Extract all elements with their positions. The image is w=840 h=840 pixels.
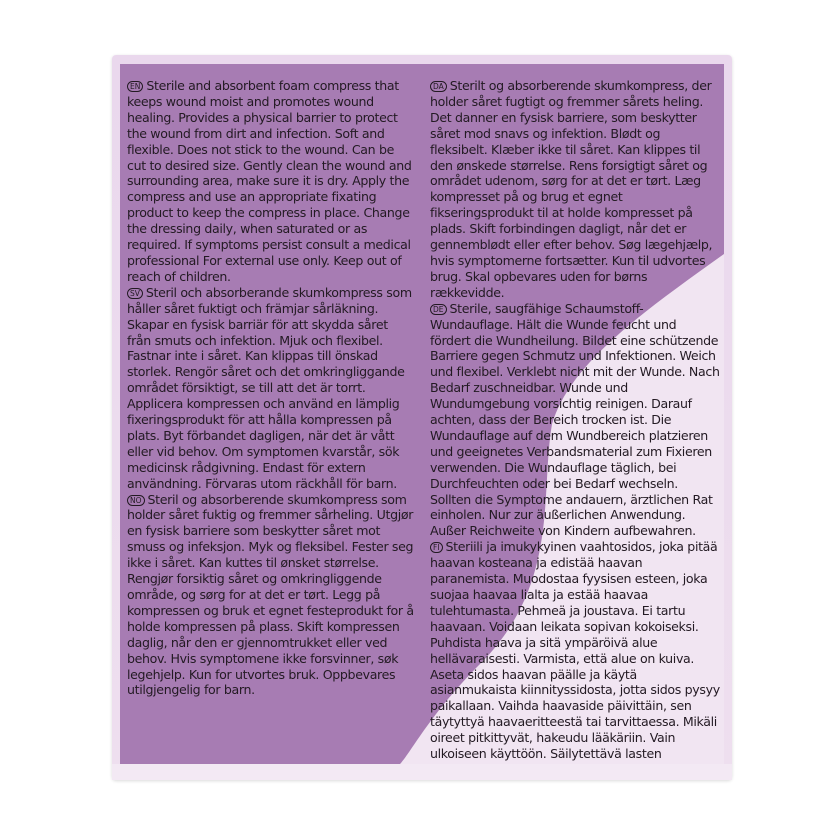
instructions-fi	[430, 539, 720, 778]
language-code-badge: FI	[430, 542, 443, 553]
box-bottom-edge	[112, 764, 732, 780]
instructions-text: Steril och absorberande skumkompress som håller såret fuktigt och främjar sårläkning. Skapar en fysisk barriär för att skydda såret från smuts och infektion. Mjuk och flexibel. Fastnar inte i såret. Kan klippas till önskad storlek. Rengör såret och det omkringliggande området försiktigt, se till att det är torrt. Applicera kompressen och använd en lämplig fixeringsprodukt för att hålla kompressen på plats. Byt förbandet dagligen, när det är vått eller vid behov. Om symptomen kvarstår, sök medicinsk rådgivning. Endast för extern användning. Förvaras utom räckhåll för barn.	[127, 284, 412, 491]
language-code-badge: SV	[127, 288, 143, 299]
language-code-badge: DA	[430, 81, 447, 92]
left-text-column	[127, 78, 415, 698]
instructions-text: Sterile, saugfähige Schaumstoff-Wundauflage. Hält die Wunde feucht und fördert die Wundheilung. Bildet eine schützende Barriere gegen Schmutz und Infektionen. Weich und flexibel. Verklebt nicht mit der Wunde. Nach Bedarf zuschneidbar. Wunde und Wundumgebung vorsichtig reinigen. Darauf achten, dass der Bereich trocken ist. Die Wundauflage auf dem Wundbereich platzieren und geeignetes Verbandsmaterial zum Fixieren verwenden. Die Wundauflage täglich, bei Durchfeuchten oder bei Bedarf wechseln. Sollten die Symptome andauern, ärztlichen Rat einholen. Nur zur äußerlichen Anwendung. Außer Reichweite von Kindern aufbewahren.	[430, 300, 720, 539]
instructions-panel	[120, 64, 724, 764]
right-text-column	[430, 78, 720, 778]
instructions-text: Sterile and absorbent foam compress that keeps wound moist and promotes wound healing. Provides a physical barrier to protect the wound from dirt and infection. Soft and flexible. Does not stick to the wound. Can be cut to desired size. Gently clean the wound and surrounding area, make sure it is dry. Apply the compress and use an appropriate fixating product to keep the compress in place. Change the dressing daily, when saturated or as required. If symptoms persist consult a medical professional For external use only. Keep out of reach of children.	[127, 78, 412, 284]
instructions-en	[127, 78, 415, 285]
instructions-da	[430, 78, 720, 301]
language-code-badge: NO	[127, 495, 145, 506]
language-code-badge: EN	[127, 81, 143, 92]
instructions-text: Steriili ja imukykyinen vaahtosidos, joka pitää haavan kosteana ja edistää haavan paranemista. Muodostaa fyysisen esteen, joka suojaa haavaa lialta ja estää haavaa tulehtumasta. Pehmeä ja joustava. Ei tartu haavaan. Voidaan leikata sopivan kokoiseksi. Puhdista haava ja sitä ympäröivä alue hellävaraisesti. Varmista, että alue on kuiva. Aseta sidos haavan päälle ja käytä asianmukaista kiinnityssidosta, jotta sidos pysyy paikallaan. Vaihda haavaside päivittäin, sen täytyttyä haavaeritteestä tai tarvittaessa. Mikäli oireet pitkittyvät, hakeudu lääkäriin. Vain ulkoiseen käyttöön. Säilytettävä lasten	[430, 539, 720, 762]
instructions-de	[430, 301, 720, 540]
instructions-text: Steril og absorberende skumkompress som holder såret fuktig og fremmer sårheling. Utgjør en fysisk barriere som beskytter såret mot smuss og infeksjon. Myk og fleksibel. Fester seg ikke i såret. Kan kuttes til ønsket størrelse. Rengjør forsiktig såret og omkringliggende område, og sørg for at det er tørt. Legg på kompressen og bruk et egnet festeprodukt for å holde kompressen på plass. Skift kompressen daglig, når den er gjennomtrukket eller ved behov. Hvis symptomene ikke forsvinner, søk legehjelp. Kun for utvortes bruk. Oppbevares utilgjengelig for barn.	[127, 491, 414, 698]
language-code-badge: DE	[430, 304, 447, 315]
instructions-no	[127, 492, 415, 699]
instructions-text: Sterilt og absorberende skumkompress, der holder såret fugtigt og fremmer sårets heling. Det danner en fysisk barriere, som beskytter såret mod snavs og infektion. Blødt og fleksibelt. Klæber ikke til såret. Kan klippes til den ønskede størrelse. Rens forsigtigt såret og området udenom, sørg for at det er tørt. Læg kompresset på og brug et egnet fikseringsprodukt til at holde kompresset på plads. Skift forbindingen dagligt, når det er gennemblødt eller efter behov. Søg lægehjælp, hvis symptomerne fortsætter. Kun til udvortes brug. Skal opbevares uden for børns rækkevidde.	[430, 78, 713, 300]
product-box	[112, 55, 732, 780]
instructions-sv	[127, 285, 415, 492]
